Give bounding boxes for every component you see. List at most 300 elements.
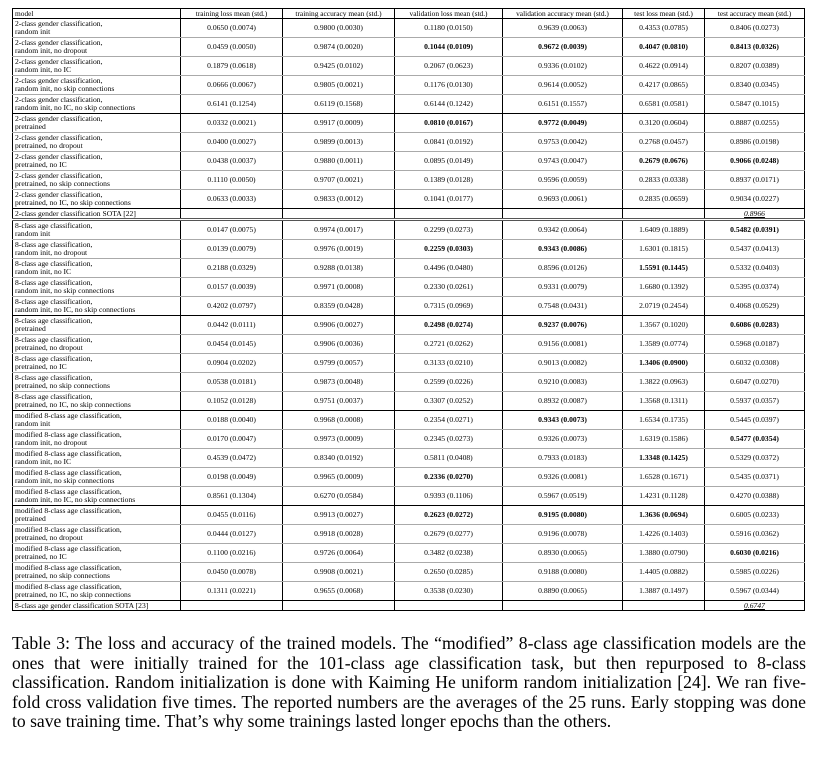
metric-cell: 0.0895 (0.0149) [395,152,503,171]
model-name-line: random init, no skip connections [15,84,115,93]
table-row [13,316,805,335]
metric-cell: 0.9906 (0.0036) [283,335,395,354]
model-name-cell [13,19,181,38]
metric-cell: 0.9210 (0.0083) [503,373,623,392]
metric-cell: 0.9899 (0.0013) [283,133,395,152]
metric-cell: 1.6319 (0.1586) [623,430,705,449]
metric-cell: 0.6030 (0.0216) [705,544,805,563]
metric-cell: 0.0810 (0.0167) [395,114,503,133]
model-name-cell [13,171,181,190]
model-name-line: pretrained, no skip connections [15,179,110,188]
model-name-line: pretrained, no dropout [15,343,83,352]
column-header: training loss mean (std.) [181,9,283,19]
metric-cell: 0.9196 (0.0078) [503,525,623,544]
metric-cell: 0.9425 (0.0102) [283,57,395,76]
model-name-line: 2-class gender classification, [15,19,103,29]
empty-cell [181,601,283,611]
metric-cell: 0.5477 (0.0354) [705,430,805,449]
metric-cell: 1.4405 (0.0882) [623,563,705,582]
model-name-line: modified 8-class age classification, [15,506,122,516]
metric-cell: 0.6119 (0.1568) [283,95,395,114]
metric-cell: 0.9906 (0.0027) [283,316,395,335]
metric-cell: 0.4047 (0.0810) [623,38,705,57]
model-name-cell [13,133,181,152]
table-row [13,468,805,487]
metric-cell: 0.1176 (0.0130) [395,76,503,95]
table-row [13,449,805,468]
metric-cell: 0.9772 (0.0049) [503,114,623,133]
metric-cell: 0.2067 (0.0623) [395,57,503,76]
model-name-cell [13,259,181,278]
model-name-line: 2-class gender classification, [15,38,103,48]
model-name-line: pretrained [15,122,46,131]
metric-cell: 0.9726 (0.0064) [283,544,395,563]
metric-cell: 1.3568 (0.1311) [623,392,705,411]
results-table-container [12,8,804,611]
metric-cell: 0.9753 (0.0042) [503,133,623,152]
table-row [13,240,805,259]
table-row [13,563,805,582]
metric-cell: 0.3133 (0.0210) [395,354,503,373]
model-name-line: random init, no IC, no skip connections [15,103,136,112]
model-name-line: random init, no IC [15,267,72,276]
metric-cell: 0.9288 (0.0138) [283,259,395,278]
metric-cell: 0.9874 (0.0020) [283,38,395,57]
metric-cell: 0.9188 (0.0080) [503,563,623,582]
metric-cell: 0.4068 (0.0529) [705,297,805,316]
metric-cell: 0.5435 (0.0371) [705,468,805,487]
model-name-cell [13,76,181,95]
metric-cell: 0.4202 (0.0797) [181,297,283,316]
model-name-line: random init, no skip connections [15,286,115,295]
metric-cell: 0.9034 (0.0227) [705,190,805,209]
sota-value-cell: 0.6747 [705,601,805,611]
model-name-cell: 8-class age gender classification SOTA [23] [13,601,181,611]
metric-cell: 0.9013 (0.0082) [503,354,623,373]
model-name-cell [13,468,181,487]
model-name-line: 8-class age classification, [15,221,93,231]
sota-row [13,601,805,611]
model-name-line: pretrained [15,324,46,333]
table-row [13,430,805,449]
metric-cell: 0.9751 (0.0037) [283,392,395,411]
metric-cell: 0.8887 (0.0255) [705,114,805,133]
metric-cell: 0.9066 (0.0248) [705,152,805,171]
metric-cell: 0.5329 (0.0372) [705,449,805,468]
table-row [13,19,805,38]
table-row [13,411,805,430]
metric-cell: 0.9326 (0.0081) [503,468,623,487]
table-row [13,114,805,133]
table-row [13,220,805,240]
model-name-cell [13,582,181,601]
metric-cell: 0.8561 (0.1304) [181,487,283,506]
metric-cell: 0.2336 (0.0270) [395,468,503,487]
model-name-cell: 2-class gender classification SOTA [22] [13,209,181,220]
model-name-line: modified 8-class age classification, [15,430,122,440]
metric-cell: 1.3348 (0.1425) [623,449,705,468]
empty-cell [395,601,503,611]
metric-cell: 0.0454 (0.0145) [181,335,283,354]
model-name-line: pretrained, no IC [15,160,67,169]
metric-cell: 0.2679 (0.0676) [623,152,705,171]
model-name-line: 8-class age classification, [15,297,93,307]
model-name-line: random init, no dropout [15,248,88,257]
model-name-line: pretrained, no IC, no skip connections [15,198,131,207]
model-name-line: modified 8-class age classification, [15,449,122,459]
model-name-line: 8-class age classification, [15,278,93,288]
model-name-line: 8-class age classification, [15,354,93,364]
model-name-line: random init, no dropout [15,438,88,447]
metric-cell: 0.9343 (0.0086) [503,240,623,259]
metric-cell: 0.2599 (0.0226) [395,373,503,392]
model-name-cell [13,335,181,354]
table-row [13,190,805,209]
metric-cell: 0.0444 (0.0127) [181,525,283,544]
metric-cell: 0.0139 (0.0079) [181,240,283,259]
model-name-line: 2-class gender classification, [15,133,103,143]
results-table [12,8,805,611]
metric-cell: 0.1052 (0.0128) [181,392,283,411]
metric-cell: 0.5437 (0.0413) [705,240,805,259]
metric-cell: 0.4622 (0.0914) [623,57,705,76]
metric-cell: 0.0442 (0.0111) [181,316,283,335]
metric-cell: 0.9800 (0.0030) [283,19,395,38]
model-name-line: 8-class age classification, [15,259,93,269]
model-name-cell [13,430,181,449]
metric-cell: 0.9917 (0.0009) [283,114,395,133]
metric-cell: 0.9693 (0.0061) [503,190,623,209]
model-name-cell [13,57,181,76]
metric-cell: 0.6005 (0.0233) [705,506,805,525]
column-header: training accuracy mean (std.) [283,9,395,19]
metric-cell: 0.9908 (0.0021) [283,563,395,582]
model-name-line: 2-class gender classification, [15,171,103,181]
metric-cell: 0.5937 (0.0357) [705,392,805,411]
metric-cell: 0.2188 (0.0329) [181,259,283,278]
metric-cell: 0.8340 (0.0192) [283,449,395,468]
metric-cell: 0.8359 (0.0428) [283,297,395,316]
metric-cell: 0.6086 (0.0283) [705,316,805,335]
metric-cell: 0.0157 (0.0039) [181,278,283,297]
model-name-line: modified 8-class age classification, [15,544,122,554]
model-name-cell [13,354,181,373]
model-name-line: random init, no IC, no skip connections [15,495,136,504]
metric-cell: 0.9336 (0.0102) [503,57,623,76]
metric-cell: 1.4231 (0.1128) [623,487,705,506]
metric-cell: 0.4353 (0.0785) [623,19,705,38]
table-row [13,278,805,297]
metric-cell: 0.2833 (0.0338) [623,171,705,190]
metric-cell: 0.5916 (0.0362) [705,525,805,544]
model-name-line: random init, no IC, no skip connections [15,305,136,314]
model-name-line: pretrained, no IC, no skip connections [15,400,131,409]
table-caption: Table 3: The loss and accuracy of the trained models. The “modified” 8-class age classification models are the ones that were initially trained for the 101-class age classification task, but then repurposed to 8-class classification. Random initialization is done with Kaiming He uniform random initialization [24]. We ran five-fold cross validation five times. The reported numbers are the averages of the 25 runs. Early stopping was done to save training time. That’s why some trainings lasted longer epochs than the others. [12,633,806,731]
metric-cell: 0.5967 (0.0344) [705,582,805,601]
metric-cell: 0.6270 (0.0584) [283,487,395,506]
metric-cell: 0.5847 (0.1015) [705,95,805,114]
metric-cell: 1.6301 (0.1815) [623,240,705,259]
model-name-cell [13,392,181,411]
metric-cell: 1.3589 (0.0774) [623,335,705,354]
metric-cell: 0.5482 (0.0391) [705,220,805,240]
model-name-cell [13,563,181,582]
metric-cell: 0.2768 (0.0457) [623,133,705,152]
table-row [13,392,805,411]
metric-cell: 0.9971 (0.0008) [283,278,395,297]
model-name-line: 2-class gender classification, [15,95,103,105]
metric-cell: 0.4270 (0.0388) [705,487,805,506]
model-name-line: pretrained, no skip connections [15,571,110,580]
metric-cell: 0.9805 (0.0021) [283,76,395,95]
metric-cell: 0.1879 (0.0618) [181,57,283,76]
table-row [13,582,805,601]
empty-cell [283,601,395,611]
metric-cell: 0.2330 (0.0261) [395,278,503,297]
metric-cell: 0.5332 (0.0403) [705,259,805,278]
empty-cell [181,209,283,220]
metric-cell: 0.2345 (0.0273) [395,430,503,449]
metric-cell: 0.8413 (0.0326) [705,38,805,57]
metric-cell: 0.0841 (0.0192) [395,133,503,152]
metric-cell: 0.2650 (0.0285) [395,563,503,582]
metric-cell: 0.8932 (0.0087) [503,392,623,411]
metric-cell: 0.5968 (0.0187) [705,335,805,354]
column-header: validation loss mean (std.) [395,9,503,19]
model-name-line: pretrained, no skip connections [15,381,110,390]
metric-cell: 0.9918 (0.0028) [283,525,395,544]
metric-cell: 0.7933 (0.0183) [503,449,623,468]
metric-cell: 0.9968 (0.0008) [283,411,395,430]
metric-cell: 0.9614 (0.0052) [503,76,623,95]
metric-cell: 0.9799 (0.0057) [283,354,395,373]
metric-cell: 0.2498 (0.0274) [395,316,503,335]
metric-cell: 0.0666 (0.0067) [181,76,283,95]
metric-cell: 0.8937 (0.0171) [705,171,805,190]
model-name-line: pretrained, no dropout [15,141,83,150]
table-row [13,354,805,373]
metric-cell: 0.5445 (0.0397) [705,411,805,430]
metric-cell: 0.5811 (0.0408) [395,449,503,468]
header-row [13,9,805,19]
metric-cell: 0.4496 (0.0480) [395,259,503,278]
metric-cell: 2.0719 (0.2454) [623,297,705,316]
metric-cell: 0.9880 (0.0011) [283,152,395,171]
metric-cell: 1.3636 (0.0694) [623,506,705,525]
metric-cell: 0.2679 (0.0277) [395,525,503,544]
model-name-line: modified 8-class age classification, [15,582,122,592]
model-name-cell [13,152,181,171]
model-name-line: 2-class gender classification, [15,114,103,124]
metric-cell: 0.6141 (0.1254) [181,95,283,114]
model-name-cell [13,316,181,335]
model-name-cell [13,506,181,525]
metric-cell: 1.6409 (0.1889) [623,220,705,240]
metric-cell: 0.9913 (0.0027) [283,506,395,525]
model-name-cell [13,449,181,468]
model-name-cell [13,278,181,297]
metric-cell: 0.4539 (0.0472) [181,449,283,468]
metric-cell: 0.8890 (0.0065) [503,582,623,601]
model-name-cell [13,373,181,392]
metric-cell: 0.9707 (0.0021) [283,171,395,190]
sota-value-cell: 0.8966 [705,209,805,220]
model-name-line: modified 8-class age classification, [15,563,122,573]
metric-cell: 0.9672 (0.0039) [503,38,623,57]
table-row [13,373,805,392]
model-name-line: 2-class gender classification, [15,57,103,67]
metric-cell: 0.5985 (0.0226) [705,563,805,582]
empty-cell [623,601,705,611]
model-name-line: random init, no dropout [15,46,88,55]
metric-cell: 0.0650 (0.0074) [181,19,283,38]
model-name-cell [13,487,181,506]
column-header: test accuracy mean (std.) [705,9,805,19]
metric-cell: 0.8930 (0.0065) [503,544,623,563]
model-name-line: 2-class gender classification, [15,190,103,200]
sota-row [13,209,805,220]
metric-cell: 0.1389 (0.0128) [395,171,503,190]
metric-cell: 1.6528 (0.1671) [623,468,705,487]
metric-cell: 0.1110 (0.0050) [181,171,283,190]
metric-cell: 0.5967 (0.0519) [503,487,623,506]
metric-cell: 0.0633 (0.0033) [181,190,283,209]
metric-cell: 0.6151 (0.1557) [503,95,623,114]
model-name-line: 8-class age classification, [15,373,93,383]
table-row [13,259,805,278]
metric-cell: 0.1041 (0.0177) [395,190,503,209]
column-header: test loss mean (std.) [623,9,705,19]
metric-cell: 0.9973 (0.0009) [283,430,395,449]
model-name-line: pretrained, no IC [15,552,67,561]
table-body [13,19,805,611]
metric-cell: 0.2354 (0.0271) [395,411,503,430]
model-name-cell [13,544,181,563]
metric-cell: 0.9326 (0.0073) [503,430,623,449]
metric-cell: 1.3822 (0.0963) [623,373,705,392]
table-row [13,297,805,316]
table-row [13,544,805,563]
metric-cell: 1.5591 (0.1445) [623,259,705,278]
model-name-cell [13,220,181,240]
metric-cell: 0.9343 (0.0073) [503,411,623,430]
metric-cell: 0.8207 (0.0389) [705,57,805,76]
model-name-cell [13,190,181,209]
model-name-line: 8-class age classification, [15,392,93,402]
model-name-cell [13,95,181,114]
model-name-line: random init [15,229,51,238]
metric-cell: 0.0438 (0.0037) [181,152,283,171]
model-name-line: random init [15,419,51,428]
model-name-line: pretrained [15,514,46,523]
model-name-line: pretrained, no IC, no skip connections [15,590,131,599]
empty-cell [503,601,623,611]
metric-cell: 0.0332 (0.0021) [181,114,283,133]
model-name-cell [13,114,181,133]
metric-cell: 0.1180 (0.0150) [395,19,503,38]
metric-cell: 0.7315 (0.0969) [395,297,503,316]
model-name-cell [13,411,181,430]
model-name-line: 2-class gender classification, [15,152,103,162]
metric-cell: 0.0400 (0.0027) [181,133,283,152]
metric-cell: 0.4217 (0.0865) [623,76,705,95]
metric-cell: 0.6047 (0.0270) [705,373,805,392]
metric-cell: 0.9965 (0.0009) [283,468,395,487]
metric-cell: 1.3406 (0.0900) [623,354,705,373]
metric-cell: 0.7548 (0.0431) [503,297,623,316]
empty-cell [283,209,395,220]
table-row [13,95,805,114]
metric-cell: 0.2259 (0.0303) [395,240,503,259]
model-name-line: pretrained, no IC [15,362,67,371]
empty-cell [623,209,705,220]
metric-cell: 0.0188 (0.0040) [181,411,283,430]
model-name-line: random init, no IC [15,65,72,74]
empty-cell [503,209,623,220]
metric-cell: 0.3120 (0.0604) [623,114,705,133]
table-row [13,57,805,76]
metric-cell: 0.0538 (0.0181) [181,373,283,392]
metric-cell: 0.6581 (0.0581) [623,95,705,114]
table-row [13,335,805,354]
metric-cell: 0.9342 (0.0064) [503,220,623,240]
metric-cell: 0.2299 (0.0273) [395,220,503,240]
table-row [13,133,805,152]
metric-cell: 0.5395 (0.0374) [705,278,805,297]
metric-cell: 0.9639 (0.0063) [503,19,623,38]
model-name-line: 8-class age classification, [15,335,93,345]
metric-cell: 0.0450 (0.0078) [181,563,283,582]
metric-cell: 0.9833 (0.0012) [283,190,395,209]
metric-cell: 0.0198 (0.0049) [181,468,283,487]
metric-cell: 0.8596 (0.0126) [503,259,623,278]
metric-cell: 0.3482 (0.0238) [395,544,503,563]
model-name-line: modified 8-class age classification, [15,411,122,421]
metric-cell: 0.8986 (0.0198) [705,133,805,152]
metric-cell: 1.3887 (0.1497) [623,582,705,601]
metric-cell: 0.0170 (0.0047) [181,430,283,449]
model-name-cell [13,525,181,544]
model-name-line: 8-class age classification, [15,240,93,250]
model-name-line: random init, no IC [15,457,72,466]
model-name-cell [13,297,181,316]
metric-cell: 0.0904 (0.0202) [181,354,283,373]
metric-cell: 0.8340 (0.0345) [705,76,805,95]
model-name-line: random init, no skip connections [15,476,115,485]
metric-cell: 0.9393 (0.1106) [395,487,503,506]
metric-cell: 1.6534 (0.1735) [623,411,705,430]
metric-cell: 0.6144 (0.1242) [395,95,503,114]
table-row [13,525,805,544]
model-name-line: random init [15,27,51,36]
column-header: validation accuracy mean (std.) [503,9,623,19]
table-row [13,487,805,506]
metric-cell: 0.1044 (0.0109) [395,38,503,57]
metric-cell: 0.9237 (0.0076) [503,316,623,335]
metric-cell: 0.0147 (0.0075) [181,220,283,240]
metric-cell: 1.6680 (0.1392) [623,278,705,297]
metric-cell: 0.0459 (0.0050) [181,38,283,57]
metric-cell: 0.1100 (0.0216) [181,544,283,563]
table-row [13,506,805,525]
metric-cell: 0.3307 (0.0252) [395,392,503,411]
metric-cell: 0.9195 (0.0080) [503,506,623,525]
column-header: model [13,9,181,19]
metric-cell: 0.9156 (0.0081) [503,335,623,354]
metric-cell: 0.3538 (0.0230) [395,582,503,601]
metric-cell: 0.8406 (0.0273) [705,19,805,38]
model-name-line: modified 8-class age classification, [15,487,122,497]
